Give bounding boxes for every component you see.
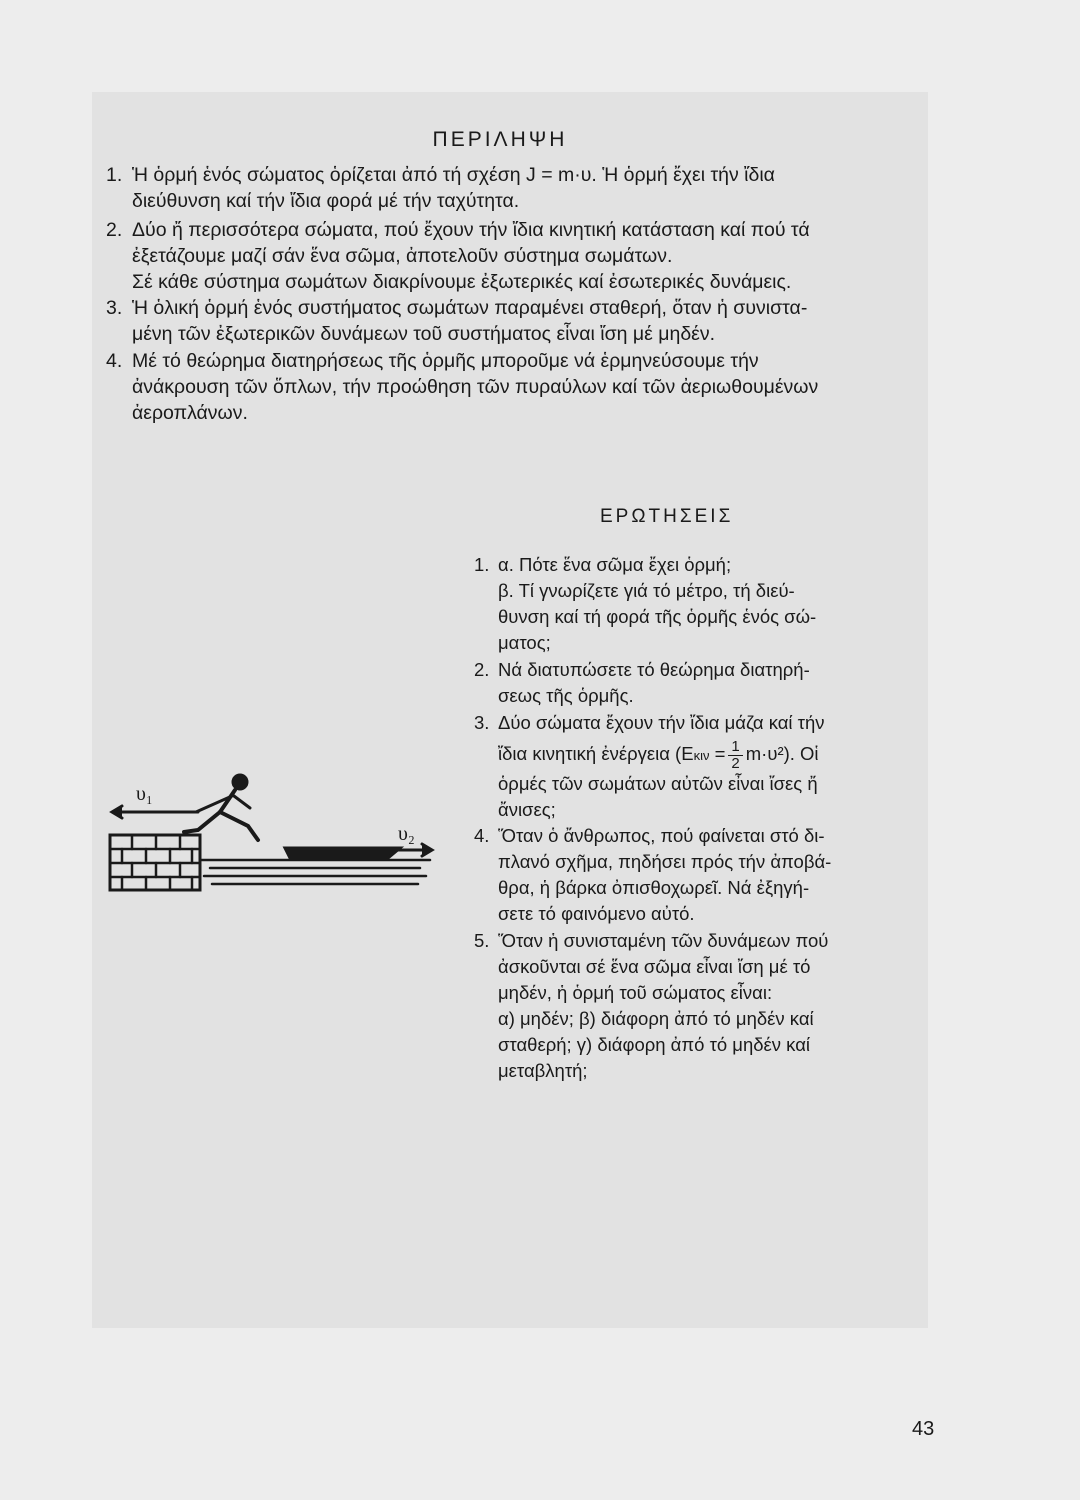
- brick-dock: [110, 835, 200, 890]
- summary-item-1-line-2: διεύθυνση καί τήν ἴδια φορά μέ τήν ταχύτητα.: [132, 190, 520, 212]
- question-2-line-2: σεως τῆς ὁρμῆς.: [498, 685, 634, 706]
- question-4-line-1: 4. Ὅταν ὁ ἄνθρωπος, πού φαίνεται στό δι-: [474, 823, 825, 849]
- questions-title: ΕΡΩΤΗΣΕΙΣ: [600, 506, 734, 527]
- question-3-line-3: ὁρμές τῶν σωμάτων αὐτῶν εἶναι ἴσες ἤ: [498, 773, 818, 794]
- question-5-line-2: ἀσκοῦνται σέ ἕνα σῶμα εἶναι ἴση μέ τό: [498, 956, 811, 977]
- question-4-line-2: πλανό σχῆμα, πηδήσει πρός τήν ἀποβά-: [498, 851, 832, 872]
- question-3-line-2: ἴδια κινητική ἐνέργεια (Eκιν = $\frac{1}{2}$ m·υ²). Οἱ: [498, 737, 819, 772]
- fraction-one-half: $\frac{1}{2}$: [728, 739, 742, 772]
- summary-item-1-number: 1.: [106, 164, 123, 186]
- summary-item-4-number: 4.: [106, 350, 123, 372]
- jumping-man-boat-figure: [100, 760, 460, 910]
- question-2-line-1: 2. Νά διατυπώσετε τό θεώρημα διατηρή-: [474, 657, 810, 683]
- question-3-number: 3.: [474, 712, 490, 733]
- velocity-arrow-v1: [112, 806, 198, 818]
- question-1-a: 1. α. Πότε ἕνα σῶμα ἔχει ὁρμή;: [474, 552, 731, 578]
- question-5-number: 5.: [474, 930, 490, 951]
- summary-title: ΠΕΡΙΛΗΨΗ: [432, 128, 568, 151]
- summary-item-2-line-1: 2. Δύο ἤ περισσότερα σώματα, πού ἔχουν τήν ἴδια κινητική κατάσταση καί πού τά: [106, 219, 810, 241]
- water-waves: [200, 860, 430, 884]
- summary-item-2-line-3: Σέ κάθε σύστημα σωμάτων διακρίνουμε ἐξωτερικές καί ἐσωτερικές δυνάμεις.: [132, 271, 792, 293]
- question-1-number: 1.: [474, 554, 490, 575]
- summary-item-4-line-1: 4. Μέ τό θεώρημα διατηρήσεως τῆς ὁρμῆς μποροῦμε νά ἑρμηνεύσουμε τήν: [106, 350, 759, 372]
- velocity-label-v1: υ₁: [136, 783, 153, 805]
- jumping-man: [184, 775, 258, 840]
- question-5-line-3: μηδέν, ἡ ὁρμή τοῦ σώματος εἶναι:: [498, 982, 773, 1003]
- question-5-line-6: μεταβλητή;: [498, 1060, 588, 1081]
- question-1-b-line-1: β. Τί γνωρίζετε γιά τό μέτρο, τή διεύ-: [498, 580, 795, 601]
- question-4-number: 4.: [474, 825, 490, 846]
- summary-item-2-line-2: ἐξετάζουμε μαζί σάν ἕνα σῶμα, ἀποτελοῦν σύστημα σωμάτων.: [132, 245, 673, 267]
- question-3-line-4: ἄνισες;: [498, 799, 556, 820]
- summary-item-2-number: 2.: [106, 219, 123, 241]
- question-3-line-1: 3. Δύο σώματα ἔχουν τήν ἴδια μάζα καί τήν: [474, 710, 825, 736]
- question-4-line-4: σετε τό φαινόμενο αὐτό.: [498, 903, 695, 924]
- summary-item-3-line-2: μένη τῶν ἐξωτερικῶν δυνάμεων τοῦ συστήματος εἶναι ἴση μέ μηδέν.: [132, 323, 716, 345]
- question-5-line-4: α) μηδέν; β) διάφορη ἀπό τό μηδέν καί: [498, 1008, 814, 1029]
- summary-item-1-line-1: 1. Ἡ ὁρμή ἑνός σώματος ὁρίζεται ἀπό τή σχέση J = m·υ. Ἡ ὁρμή ἔχει τήν ἴδια: [106, 164, 775, 186]
- velocity-arrow-v2: [392, 844, 432, 856]
- question-5-line-1: 5. Ὅταν ἡ συνισταμένη τῶν δυνάμεων πού: [474, 928, 828, 954]
- page-number: 43: [912, 1418, 935, 1440]
- boat: [285, 848, 400, 858]
- question-4-line-3: θρα, ἡ βάρκα ὀπισθοχωρεῖ. Νά ἐξηγή-: [498, 877, 810, 898]
- summary-item-4-line-3: ἀεροπλάνων.: [132, 402, 248, 424]
- summary-item-4-line-2: ἀνάκρουση τῶν ὅπλων, τήν προώθηση τῶν πυραύλων καί τῶν ἀεριωθουμένων: [132, 376, 819, 398]
- question-2-number: 2.: [474, 659, 490, 680]
- summary-item-3-line-1: 3. Ἡ ὁλική ὁρμή ἑνός συστήματος σωμάτων παραμένει σταθερή, ὅταν ἡ συνιστα-: [106, 297, 808, 319]
- summary-item-3-number: 3.: [106, 297, 123, 319]
- velocity-label-v2: υ₂: [398, 823, 415, 845]
- question-1-b-line-3: ματος;: [498, 632, 551, 653]
- question-1-b-line-2: θυνση καί τή φορά τῆς ὁρμῆς ἑνός σώ-: [498, 606, 817, 627]
- question-5-line-5: σταθερή; γ) διάφορη ἀπό τό μηδέν καί: [498, 1034, 811, 1055]
